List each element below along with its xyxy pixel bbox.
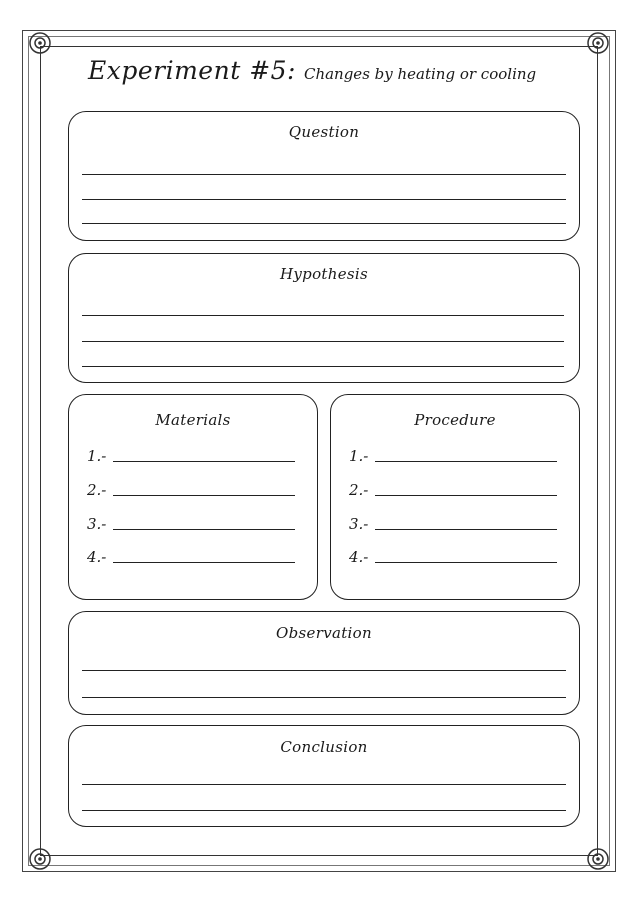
materials-item-line[interactable] xyxy=(113,461,295,462)
materials-item-number: 1.- xyxy=(87,447,107,465)
title-subtitle: Changes by heating or cooling xyxy=(303,65,537,83)
hypothesis-label: Hypothesis xyxy=(280,265,368,283)
conclusion-box xyxy=(68,725,580,827)
conclusion-label: Conclusion xyxy=(280,738,368,756)
procedure-item-line[interactable] xyxy=(375,529,557,530)
procedure-item-number: 2.- xyxy=(349,481,369,499)
corner-ornament-icon xyxy=(585,846,611,872)
worksheet-title xyxy=(88,56,578,96)
answer-line[interactable] xyxy=(82,784,566,785)
materials-item-line[interactable] xyxy=(113,529,295,530)
answer-line[interactable] xyxy=(82,315,564,316)
materials-item-line[interactable] xyxy=(113,495,295,496)
procedure-item-number: 1.- xyxy=(349,447,369,465)
answer-line[interactable] xyxy=(82,366,564,367)
corner-ornament-icon xyxy=(585,30,611,56)
answer-line[interactable] xyxy=(82,199,566,200)
observation-box xyxy=(68,611,580,715)
corner-ornament-icon xyxy=(27,846,53,872)
procedure-item-number: 4.- xyxy=(349,548,369,566)
observation-label: Observation xyxy=(276,624,372,642)
answer-line[interactable] xyxy=(82,174,566,175)
answer-line[interactable] xyxy=(82,670,566,671)
corner-ornament-icon xyxy=(27,30,53,56)
materials-item-number: 3.- xyxy=(87,515,107,533)
procedure-item-line[interactable] xyxy=(375,461,557,462)
procedure-label: Procedure xyxy=(414,411,496,429)
procedure-box xyxy=(330,394,580,600)
materials-box xyxy=(68,394,318,600)
answer-line[interactable] xyxy=(82,223,566,224)
materials-item-number: 4.- xyxy=(87,548,107,566)
title-main: Experiment #5: xyxy=(88,56,296,85)
answer-line[interactable] xyxy=(82,697,566,698)
answer-line[interactable] xyxy=(82,810,566,811)
hypothesis-box xyxy=(68,253,580,383)
question-box xyxy=(68,111,580,241)
answer-line[interactable] xyxy=(82,341,564,342)
materials-label: Materials xyxy=(155,411,231,429)
procedure-item-number: 3.- xyxy=(349,515,369,533)
procedure-item-line[interactable] xyxy=(375,562,557,563)
materials-item-number: 2.- xyxy=(87,481,107,499)
materials-item-line[interactable] xyxy=(113,562,295,563)
procedure-item-line[interactable] xyxy=(375,495,557,496)
question-label: Question xyxy=(288,123,360,141)
